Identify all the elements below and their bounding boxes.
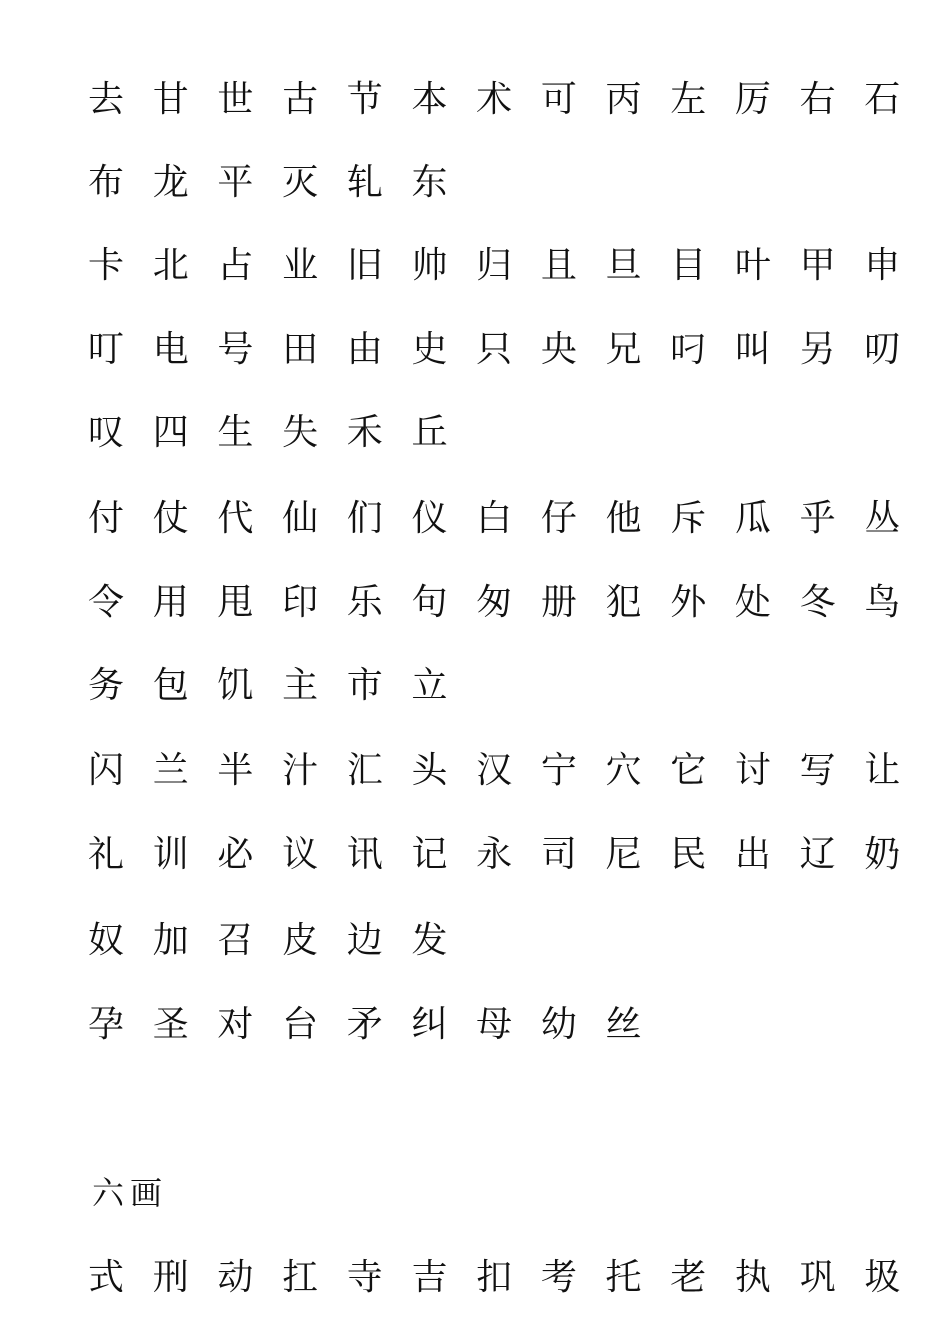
character: 生 bbox=[217, 412, 254, 453]
character: 包 bbox=[152, 665, 189, 706]
character: 平 bbox=[217, 162, 254, 203]
character: 头 bbox=[411, 750, 448, 791]
character: 半 bbox=[217, 750, 254, 791]
character: 它 bbox=[670, 750, 707, 791]
character-row bbox=[88, 236, 929, 296]
character: 轧 bbox=[346, 162, 383, 203]
character: 占 bbox=[217, 245, 254, 286]
character: 旦 bbox=[605, 245, 642, 286]
character: 叹 bbox=[88, 412, 125, 453]
character: 式 bbox=[88, 1257, 125, 1298]
character: 辽 bbox=[799, 834, 836, 875]
character: 左 bbox=[670, 79, 707, 120]
character: 他 bbox=[605, 498, 642, 539]
character: 吉 bbox=[411, 1257, 448, 1298]
character: 母 bbox=[476, 1004, 513, 1045]
character: 龙 bbox=[152, 162, 189, 203]
character-row bbox=[88, 153, 476, 213]
character: 尼 bbox=[605, 834, 642, 875]
character-row bbox=[88, 741, 929, 801]
character: 电 bbox=[152, 329, 189, 370]
character-row bbox=[88, 995, 670, 1055]
character: 东 bbox=[411, 162, 448, 203]
character: 必 bbox=[217, 834, 254, 875]
character: 皮 bbox=[282, 920, 319, 961]
character-row bbox=[88, 489, 929, 549]
character: 奶 bbox=[864, 834, 901, 875]
character: 石 bbox=[864, 79, 901, 120]
character: 术 bbox=[476, 79, 513, 120]
character: 们 bbox=[346, 498, 383, 539]
character: 仗 bbox=[152, 498, 189, 539]
character: 白 bbox=[476, 498, 513, 539]
character: 布 bbox=[88, 162, 125, 203]
character: 发 bbox=[411, 920, 448, 961]
character: 处 bbox=[734, 582, 771, 623]
character: 鸟 bbox=[864, 582, 901, 623]
character: 市 bbox=[346, 665, 383, 706]
character-row bbox=[88, 403, 476, 463]
character: 叼 bbox=[670, 329, 707, 370]
character: 央 bbox=[540, 329, 577, 370]
character: 节 bbox=[346, 79, 383, 120]
character: 厉 bbox=[734, 79, 771, 120]
character: 匆 bbox=[476, 582, 513, 623]
character-row bbox=[88, 1248, 929, 1308]
character: 圾 bbox=[864, 1257, 901, 1298]
character: 灭 bbox=[282, 162, 319, 203]
character: 讨 bbox=[734, 750, 771, 791]
character: 犯 bbox=[605, 582, 642, 623]
character: 北 bbox=[152, 245, 189, 286]
character: 边 bbox=[346, 920, 383, 961]
character: 写 bbox=[799, 750, 836, 791]
character: 丘 bbox=[411, 412, 448, 453]
character: 纠 bbox=[411, 1004, 448, 1045]
character: 让 bbox=[864, 750, 901, 791]
character: 刑 bbox=[152, 1257, 189, 1298]
character: 卡 bbox=[88, 245, 125, 286]
character: 古 bbox=[282, 79, 319, 120]
character: 甲 bbox=[799, 245, 836, 286]
character: 讯 bbox=[346, 834, 383, 875]
character: 付 bbox=[88, 498, 125, 539]
character: 业 bbox=[282, 245, 319, 286]
character: 由 bbox=[346, 329, 383, 370]
character: 对 bbox=[217, 1004, 254, 1045]
character: 穴 bbox=[605, 750, 642, 791]
character: 史 bbox=[411, 329, 448, 370]
character: 田 bbox=[282, 329, 319, 370]
character: 幼 bbox=[540, 1004, 577, 1045]
character: 斥 bbox=[670, 498, 707, 539]
character: 兰 bbox=[152, 750, 189, 791]
character: 饥 bbox=[217, 665, 254, 706]
character: 寺 bbox=[346, 1257, 383, 1298]
character: 仔 bbox=[540, 498, 577, 539]
character: 老 bbox=[670, 1257, 707, 1298]
character-row bbox=[88, 656, 476, 716]
character: 民 bbox=[670, 834, 707, 875]
character: 丝 bbox=[605, 1004, 642, 1045]
character: 宁 bbox=[540, 750, 577, 791]
character: 可 bbox=[540, 79, 577, 120]
character: 册 bbox=[540, 582, 577, 623]
character: 矛 bbox=[346, 1004, 383, 1045]
character: 仪 bbox=[411, 498, 448, 539]
character: 旧 bbox=[346, 245, 383, 286]
character-row bbox=[88, 320, 929, 380]
character: 瓜 bbox=[734, 498, 771, 539]
character: 叨 bbox=[864, 329, 901, 370]
character: 台 bbox=[282, 1004, 319, 1045]
character: 汇 bbox=[346, 750, 383, 791]
character: 乐 bbox=[346, 582, 383, 623]
character: 用 bbox=[152, 582, 189, 623]
character: 印 bbox=[282, 582, 319, 623]
character: 动 bbox=[217, 1257, 254, 1298]
character: 右 bbox=[799, 79, 836, 120]
character: 执 bbox=[734, 1257, 771, 1298]
character: 归 bbox=[476, 245, 513, 286]
character: 甘 bbox=[152, 79, 189, 120]
character: 礼 bbox=[88, 834, 125, 875]
character: 去 bbox=[88, 79, 125, 120]
character: 训 bbox=[152, 834, 189, 875]
character: 考 bbox=[540, 1257, 577, 1298]
section-heading: 六画 bbox=[92, 1174, 169, 1212]
character: 丙 bbox=[605, 79, 642, 120]
character-row bbox=[88, 911, 476, 971]
character: 立 bbox=[411, 665, 448, 706]
character: 甩 bbox=[217, 582, 254, 623]
character: 务 bbox=[88, 665, 125, 706]
character: 加 bbox=[152, 920, 189, 961]
character: 申 bbox=[864, 245, 901, 286]
character: 仙 bbox=[282, 498, 319, 539]
character: 禾 bbox=[346, 412, 383, 453]
character: 句 bbox=[411, 582, 448, 623]
character: 乎 bbox=[799, 498, 836, 539]
character: 托 bbox=[605, 1257, 642, 1298]
character: 世 bbox=[217, 79, 254, 120]
character: 圣 bbox=[152, 1004, 189, 1045]
character: 号 bbox=[217, 329, 254, 370]
character: 孕 bbox=[88, 1004, 125, 1045]
character: 闪 bbox=[88, 750, 125, 791]
character: 只 bbox=[476, 329, 513, 370]
character: 召 bbox=[217, 920, 254, 961]
character: 令 bbox=[88, 582, 125, 623]
character: 叶 bbox=[734, 245, 771, 286]
character: 出 bbox=[734, 834, 771, 875]
character: 丛 bbox=[864, 498, 901, 539]
character: 兄 bbox=[605, 329, 642, 370]
character: 司 bbox=[540, 834, 577, 875]
character-row bbox=[88, 70, 929, 130]
character: 失 bbox=[282, 412, 319, 453]
character: 且 bbox=[540, 245, 577, 286]
character: 永 bbox=[476, 834, 513, 875]
character: 目 bbox=[670, 245, 707, 286]
character: 扣 bbox=[476, 1257, 513, 1298]
character-row bbox=[88, 825, 929, 885]
character: 本 bbox=[411, 79, 448, 120]
character: 外 bbox=[670, 582, 707, 623]
character: 奴 bbox=[88, 920, 125, 961]
character: 帅 bbox=[411, 245, 448, 286]
character: 叫 bbox=[734, 329, 771, 370]
character: 四 bbox=[152, 412, 189, 453]
character: 汉 bbox=[476, 750, 513, 791]
character: 主 bbox=[282, 665, 319, 706]
character: 代 bbox=[217, 498, 254, 539]
character: 巩 bbox=[799, 1257, 836, 1298]
character: 记 bbox=[411, 834, 448, 875]
character: 汁 bbox=[282, 750, 319, 791]
character-row bbox=[88, 573, 929, 633]
character: 议 bbox=[282, 834, 319, 875]
character: 扛 bbox=[282, 1257, 319, 1298]
character: 另 bbox=[799, 329, 836, 370]
character: 叮 bbox=[88, 329, 125, 370]
character: 冬 bbox=[799, 582, 836, 623]
